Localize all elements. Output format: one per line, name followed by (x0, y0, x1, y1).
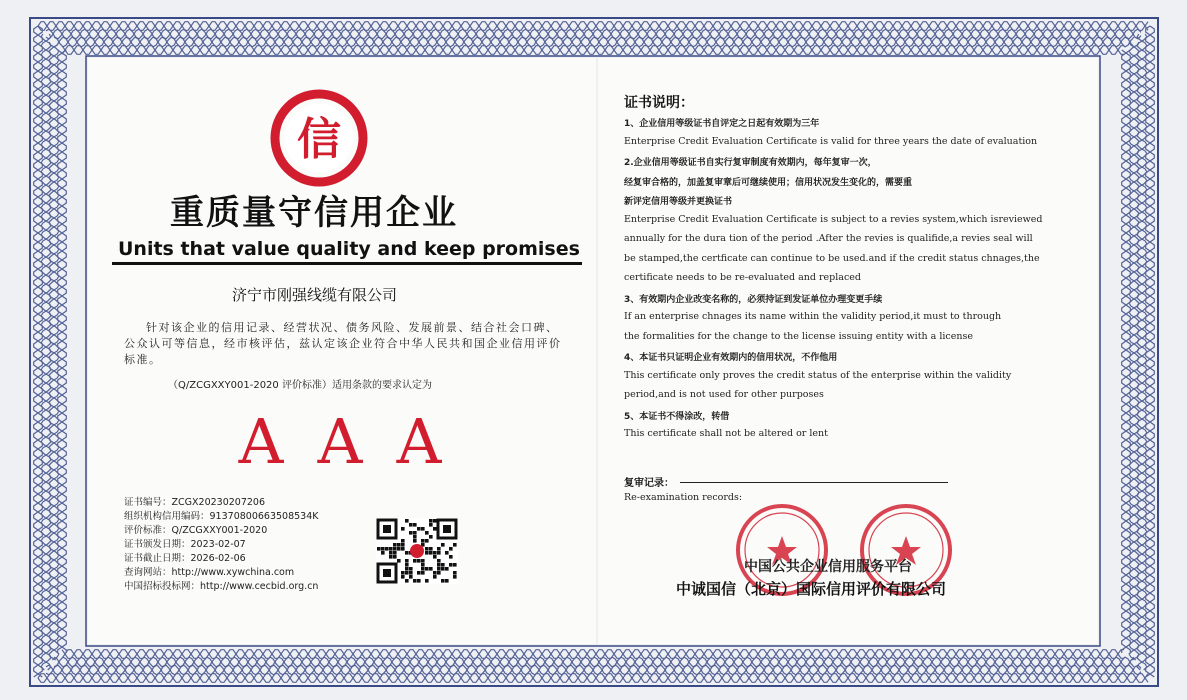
notes-title: 证书说明： (624, 95, 694, 111)
info-issue-date: 证书颁发日期：2023-02-07 (124, 539, 246, 550)
info-credit-code: 组织机构信用编码：91370800663508534K (124, 511, 319, 522)
grade-letter: A (396, 405, 442, 478)
info-expiry-date: 证书截止日期：2026-02-06 (124, 553, 246, 564)
note-line: 3、有效期内企业改变名称的，必须持证到发证单位办理变更手续 (624, 294, 883, 305)
note-line: 新评定信用等级并更换证书 (624, 197, 733, 207)
note-line: If an enterprise chnages its name within the validity period,it must to through (624, 311, 1002, 322)
standard-line: （Q/ZCGXXY001-2020 评价标准）适用条款的要求认定为 (168, 380, 432, 391)
title-divider (112, 262, 582, 265)
svg-text:信: 信 (297, 114, 341, 165)
note-line: be stamped,the certficate can continue to be used.and if the credit status chnages,the (624, 252, 1040, 264)
grade-letter: A (238, 405, 284, 478)
info-bid-site: 中国招标投标网：http://www.cecbid.org.cn (124, 581, 319, 592)
title-english: Units that value quality and keep promises (118, 238, 580, 260)
qr-code-icon (376, 518, 458, 584)
reexam-line (680, 482, 948, 483)
reexam-label: 复审记录： (624, 478, 674, 489)
credit-seal-logo (269, 88, 369, 188)
note-line: 1、企业信用等级证书自评定之日起有效期为三年 (624, 119, 820, 129)
note-line: 4、本证书只证明企业有效期内的信用状况，不作他用 (624, 353, 838, 363)
note-line: certificate needs to be re-evaluated and replaced (624, 272, 861, 283)
note-line: 5、本证书不得涂改，转借 (624, 411, 730, 422)
note-line: period,and is not used for other purposes (624, 389, 824, 400)
certification-statement: 针对该企业的信用记录、经营状况、债务风险、发展前景、结合社会口碑、公众认可等信息，经市核评估，兹认定该企业符合中华人民共和国企业信用评价标准。 (124, 321, 562, 366)
title-chinese: 重质量守信用企业 (170, 193, 458, 233)
info-query-site: 查询网站：http://www.xywchina.com (124, 567, 295, 578)
seal-platform-text: 中国公共企业信用服务平台 (744, 559, 912, 575)
note-line: This certificate shall not be altered or lent (624, 428, 828, 439)
note-line: annually for the dura tion of the period .After the revies is qualifide,a revies seal will (624, 233, 1033, 244)
grade-letter: A (317, 405, 363, 478)
note-line: 经复审合格的，加盖复审章后可继续使用；信用状况发生变化的，需要重 (624, 177, 913, 188)
note-line: Enterprise Credit Evaluation Certificate is valid for three years the date of evaluation (624, 135, 1038, 147)
info-certificate-number: 证书编号：ZCGX20230207206 (124, 497, 266, 508)
company-name: 济宁市刚强线缆有限公司 (232, 286, 398, 304)
note-line: Enterprise Credit Evaluation Certificate is subject to a revies system,which isreviewed (624, 213, 1043, 225)
note-line: 2.企业信用等级证书自实行复审制度有效期内，每年复审一次， (624, 158, 877, 168)
note-line: the formalities for the change to the license issuing entity with a license (624, 330, 973, 342)
reexam-english: Re-examination records: (624, 492, 743, 503)
issuing-organization: 中诚国信（北京）国际信用评价有限公司 (676, 580, 947, 598)
credit-grade (230, 405, 450, 478)
note-line: This certificate only proves the credit status of the enterprise within the validity (624, 369, 1012, 381)
info-standard: 评价标准：Q/ZCGXXY001-2020 (124, 525, 268, 536)
